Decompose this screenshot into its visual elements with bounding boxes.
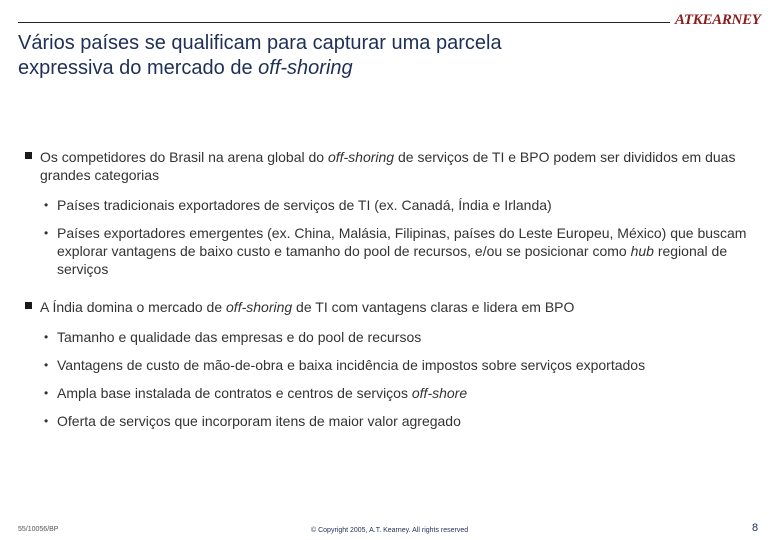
bullet-text: Os competidores do Brasil na arena global do [40,149,328,165]
sub-bullet-text: Países exportadores emergentes (ex. China, Malásia, Filipinas, países do Leste Europeu, México) que buscam explorar vantagens de baixo custo e tamanho do pool de recursos, e/ou se posicionar como [57,225,747,259]
sub-bullet-text: Oferta de serviços que incorporam itens de maior valor agregado [57,413,461,429]
bullet-emphasis: off-shoring [226,299,293,315]
atkearney-logo: ATKEARNEY [675,12,761,28]
title-line-2 [18,56,668,81]
bullet-india [25,298,760,316]
copyright-notice: © Copyright 2005, A.T. Kearney. All rights reserved [311,527,469,534]
slide-content [25,148,760,430]
sub-bullet-text: regional de serviços [57,243,728,277]
sub-bullet-emphasis: off-shore [411,385,468,401]
sub-bullet-emerging [25,224,760,278]
square-bullet-icon [25,152,32,159]
bullet-text: de TI com vantagens claras e lidera em BPO [292,299,575,315]
header-rule [18,22,670,23]
sub-bullet-cost-advantages [25,356,760,374]
dot-bullet-icon: • [44,386,49,400]
bullet-text: de serviços de TI e BPO podem ser divididos em duas grandes categorias [40,149,736,183]
page-number: 8 [752,522,759,534]
dot-bullet-icon: • [44,330,49,344]
sub-bullet-value-added [25,412,760,430]
bullet-competitors [25,148,760,184]
sub-bullet-installed-base [25,384,760,402]
sub-bullet-text: Países tradicionais exportadores de serviços de TI (ex. Canadá, Índia e Irlanda) [57,197,552,213]
dot-bullet-icon: • [44,358,49,372]
title-line-2-emphasis: off-shoring [258,57,353,79]
dot-bullet-icon: • [44,226,49,240]
dot-bullet-icon: • [44,198,49,212]
dot-bullet-icon: • [44,414,49,428]
document-code: 55/10056/BP [18,526,59,533]
page-title [18,31,668,81]
square-bullet-icon [25,302,32,309]
title-line-1: Vários países se qualificam para capturar uma parcela [18,32,502,54]
sub-bullet-emphasis: hub [630,243,654,259]
bullet-emphasis: off-shoring [327,149,395,165]
sub-bullet-traditional [25,196,760,214]
title-line-2-text: expressiva do mercado de [18,57,259,79]
sub-bullet-size-quality [25,328,760,346]
sub-bullet-text: Vantagens de custo de mão-de-obra e baixa incidência de impostos sobre serviços exportados [57,357,646,373]
sub-bullet-text: Ampla base instalada de contratos e centros de serviços [57,385,412,401]
bullet-text: A Índia domina o mercado de [40,299,227,315]
sub-bullet-text: Tamanho e qualidade das empresas e do pool de recursos [57,329,422,345]
